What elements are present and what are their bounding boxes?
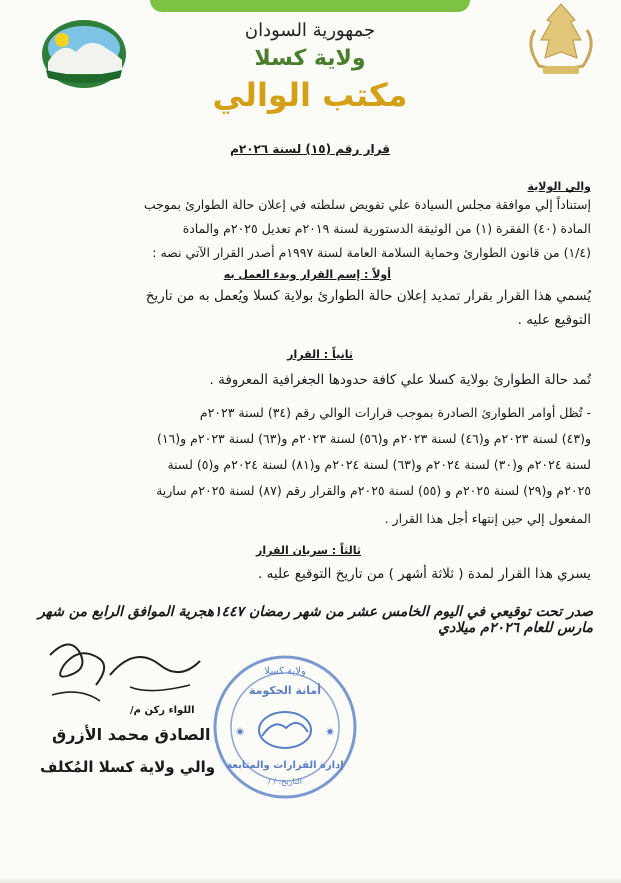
signatory-name: الصادق محمد الأزرق [52,725,211,744]
section2-line: لسنة ٢٠٢٤م و(٣٠) لسنة ٢٠٢٤م و(٦٣) لسنة ٢٠٢٤م و(٨١) لسنة ٢٠٢٤م و(٥) لسنة [167,457,591,472]
addressee-heading: والي الولاية [527,180,591,193]
official-stamp-icon [210,652,360,802]
stamp-bottom-text: إدارة القرارات والمتابعة [226,760,344,771]
section2-line: - تُظل أوامر الطوارئ الصادرة بموجب قرارات الوالي رقم (٣٤) لسنة ٢٠٢٣م [199,405,591,420]
section3-line: يسري هذا القرار لمدة ( ثلاثة أشهر ) من تاريخ التوقيع عليه . [258,566,591,582]
section2-line: و(٤٣) لسنة ٢٠٢٣م و(٤٦) لسنة ٢٠٢٣م و(٥٦) لسنة ٢٠٢٣م و(٦٣) لسنة ٢٠٢٣م و(١٦) [156,431,591,446]
preamble-line: المادة (٤٠) الفقرة (١) من الوثيقة الدستورية لسنة ٢٠١٩م تعديل ٢٠٢٥م والمادة [182,221,591,236]
signatory-rank: اللواء ركن م/ [130,705,195,716]
section3-heading: ثالثاً : سريان القرار [256,544,361,557]
preamble-line: (١/٤) من قانون الطوارئ وحماية السلامة العامة لسنة ١٩٩٧م أصدر القرار الآتي نصه : [152,245,591,260]
section1-line: يُسمي هذا القرار بقرار تمديد إعلان حالة الطوارئ بولاية كسلا ويُعمل به من تاريخ [145,288,591,304]
state-heading: ولاية كسلا [254,46,366,71]
signatory-title: والي ولاية كسلا المُكلف [40,758,216,776]
state-emblem-icon [515,0,607,80]
svg-text:✷: ✷ [324,725,336,739]
stamp-date-label: التاريخ: / / [268,777,302,786]
office-heading: مكتب الوالي [212,76,408,114]
svg-text:✷: ✷ [234,725,246,739]
republic-heading: جمهورية السودان [244,20,376,41]
stamp-middle-text: أمانة الحكومة [249,684,321,697]
page-edge [0,877,621,883]
section2-line: المفعول إلي حين إنتهاء أجل هذا القرار . [384,511,591,526]
preamble-line: إستناداً إلي موافقة مجلس السيادة علي تفويض سلطته في إعلان حالة الطوارئ بموجب [143,197,591,212]
section2-line: تُمد حالة الطوارئ بولاية كسلا علي كافة حدودها الجغرافية المعروفة . [209,372,591,388]
signature-icon [40,625,210,715]
decree-title: قرار رقم (١٥) لسنة ٢٠٢٦م [230,142,390,156]
issued-date-line: صدر تحت توقيعي في اليوم الخامس عشر من شهر رمضان ١٤٤٧هجرية الموافق الرابع من شهر مارس للعام ٢٠٢٦م ميلادي [38,604,593,636]
section1-heading: أولاً : إسم القرار وبدء العمل به [223,268,391,281]
section2-heading: ثانياً : القرار [287,348,353,361]
kassala-logo-icon [40,18,128,90]
section2-line: ٢٠٢٥م و(٢٩) لسنة ٢٠٢٥م و (٥٥) لسنة ٢٠٢٥م والقرار رقم (٨٧) لسنة ٢٠٢٥م سارية [156,483,591,498]
section1-line: التوقيع عليه . [517,312,591,328]
stamp-top-text: ولاية كسلا [264,666,306,677]
header-band [150,0,470,12]
